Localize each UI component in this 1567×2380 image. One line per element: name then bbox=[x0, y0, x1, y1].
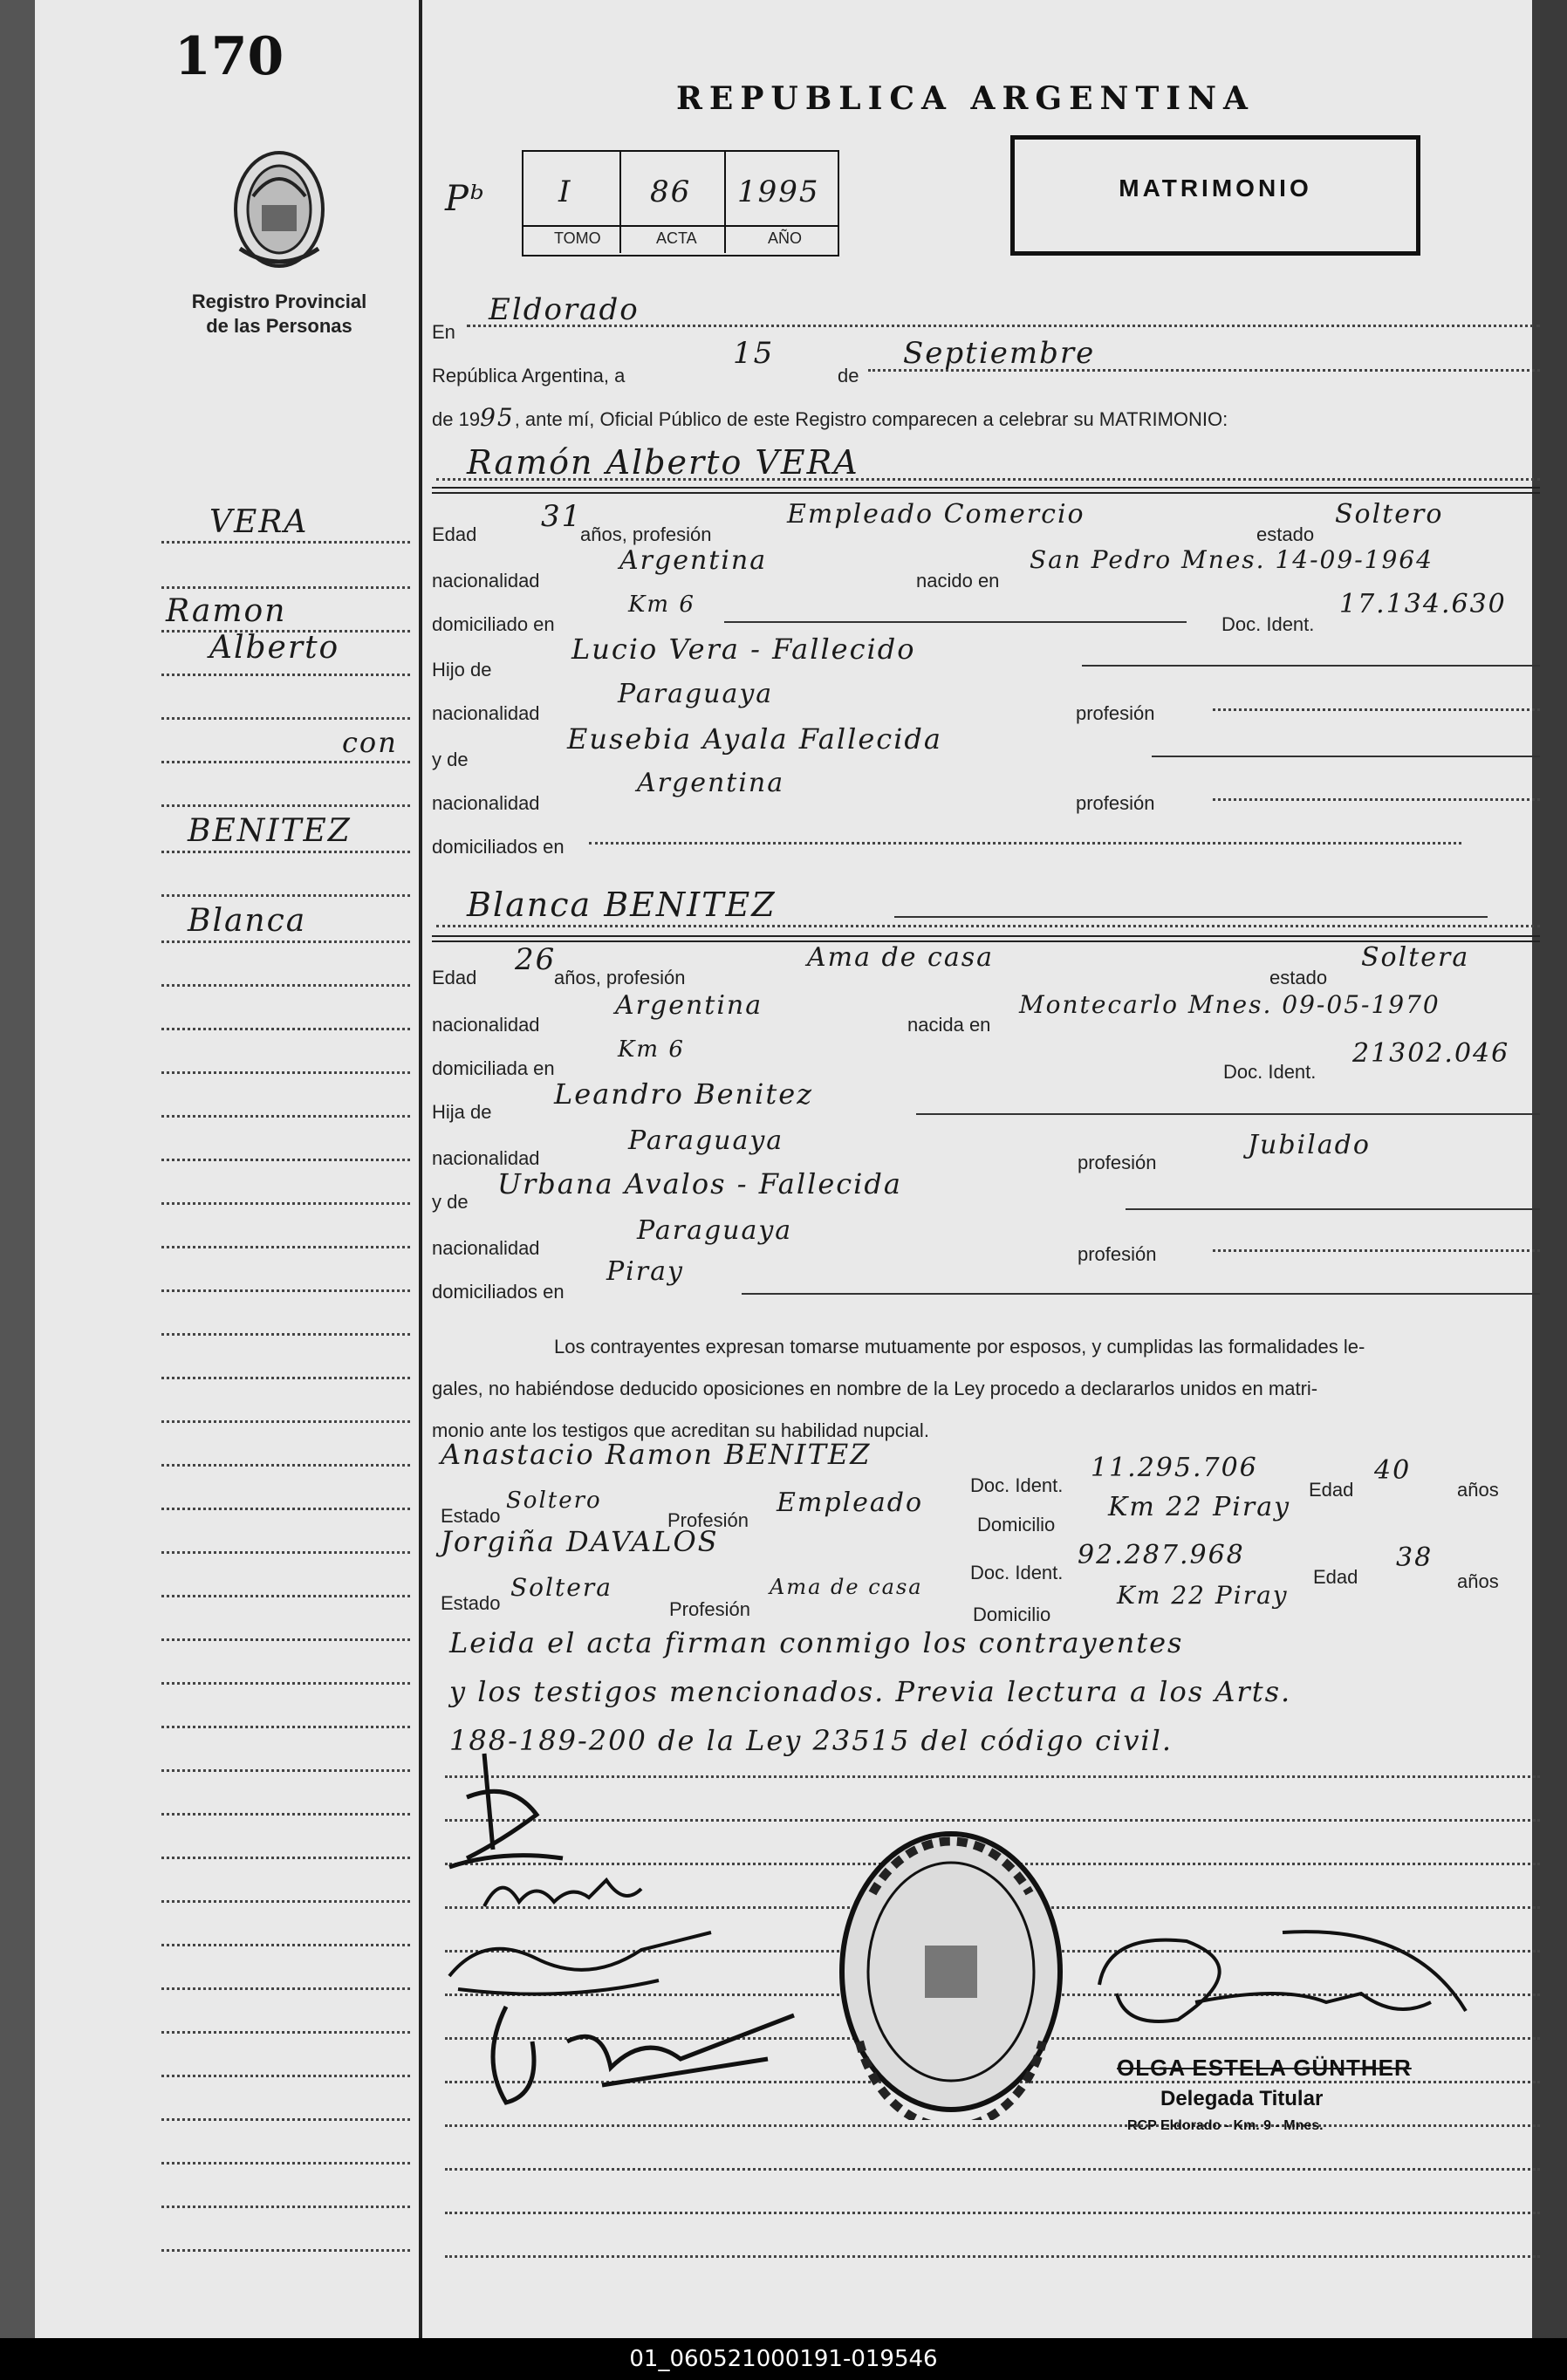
official-office: RCP Eldorado - Km. 9 - Mnes. bbox=[1127, 2118, 1324, 2133]
margin-line bbox=[419, 0, 422, 2338]
margin-name-5: BENITEZ bbox=[188, 813, 352, 849]
right-edge bbox=[1532, 0, 1567, 2338]
intro-text: de 1995, ante mí, Oficial Público de este Registro comparecen a celebrar su MATRIMONIO: bbox=[432, 403, 1228, 432]
tomo-value: I bbox=[558, 174, 572, 209]
official-seal bbox=[820, 1823, 1082, 2120]
declaration-text: Los contrayentes expresan tomarse mutuamente por esposos, y cumplidas las formalidades le- gales, no habiéndose deducido oposiciones en nombre de la Ley procedo a declararlos unidos en matri- monio ante los testigos que acreditan su habilidad nupcial. bbox=[432, 1336, 1365, 1441]
margin-name-2: Ramon bbox=[166, 593, 287, 629]
notes: Leida el acta firman conmigo los contrayentes y los testigos mencionados. Previa lectura a los Arts. 188-189-200 de la Ley 23515 del código civil. bbox=[449, 1626, 1292, 1757]
footer-id: 01_060521000191-019546 bbox=[0, 2338, 1567, 2380]
tomo-label: TOMO bbox=[554, 229, 601, 247]
margin-name-4: con bbox=[342, 726, 398, 759]
official-name: OLGA ESTELA GÜNTHER bbox=[1117, 2055, 1412, 2081]
coat-of-arms-icon bbox=[227, 144, 332, 275]
day-value: 15 bbox=[733, 336, 775, 371]
signature-groom bbox=[432, 1745, 589, 1876]
ano-label: AÑO bbox=[768, 229, 803, 247]
place-value: Eldorado bbox=[489, 292, 640, 327]
official-title: Delegada Titular bbox=[1160, 2087, 1324, 2110]
margin-name-6: Blanca bbox=[188, 903, 307, 939]
margin-name-3: Alberto bbox=[209, 630, 340, 666]
registry-office-label: Registro Provincial de las Personas bbox=[191, 291, 367, 337]
margin-name-1: VERA bbox=[209, 504, 309, 540]
certificate-page: 170 Registro Provincial de las Personas REPUBLICA ARGENTINA Pᵇ I 86 1995 TOMO ACTA AÑO MATRIMONIO En Eldorado República Argentina, a 15 de Septiembre de 1995, ante mí, Oficial Público de este Registro comparecen a celebrar su MATRIMONIO: Ramón Alberto VERA Edad 31 años, profesión Empleado Comercio estado Soltero nacionalidad Argentina nacido en San Pedro Mnes. 14-09-1964 domiciliado en Km 6 Doc. Ident. 17.134.630 Hijo de Lucio Vera - Fallecido nacionalidad Paraguaya profesión y de Eusebia Ayala Fallecida nacionalidad Argentina profesión domiciliados en Blanca BENITEZ Edad 26 años, profesión Ama de casa estado Soltera nacionalidad Argentina nacida en Montecarlo Mnes. 09-05-1970 domiciliada en Km 6 Doc. Ident. 21302.046 Hija de Leandro Benitez nacionalidad Paraguaya profesión Jubilado y de Urbana Avalos - Fallecida nacionalidad Paraguaya profesión domiciliados en Piray Los contrayentes expresan tomarse mutuamente por esposos, y cumplidas las formalidades le- gales, no habiéndose deducido oposiciones en nombre de la Ley procedo a declararlos unidos en matri- monio ante los testigos que acreditan su habilidad nupcial. Anastacio Ramon BENITEZ Doc. Ident. 11.295.706 Edad 40 años Estado Soltero Profesión Empleado Domicilio Km 22 Piray Jorgiña DAVALOS Doc. Ident. 92.287.968 Edad 38 años Estado Soltera Profesión Ama de casa Domicilio Km 22 Piray Leida el acta firman conmigo los contrayentes y los testigos mencionados. Previa lectura a los Arts. 188-189-200 de la Ley 23515 del código civil. OLGA ESTELA GÜNTHER Delegada Titular RCP Eldorado - Km. 9 - Mnes. VERA Ramon Alberto con BENITEZ Blanca bbox=[35, 0, 1532, 2338]
country-title: REPUBLICA ARGENTINA bbox=[676, 80, 1255, 117]
witness2-name: Jorgiña DAVALOS bbox=[441, 1525, 719, 1558]
acta-value: 86 bbox=[650, 174, 692, 209]
ano-value: 1995 bbox=[737, 174, 820, 209]
doc-type: MATRIMONIO bbox=[1119, 174, 1312, 202]
witness1-name: Anastacio Ramon BENITEZ bbox=[441, 1438, 872, 1471]
bride-name: Blanca BENITEZ bbox=[467, 886, 777, 924]
signature-official bbox=[1064, 1915, 1518, 2046]
binding-edge bbox=[0, 0, 35, 2338]
groom-name: Ramón Alberto VERA bbox=[467, 443, 859, 482]
ref-prefix: Pᵇ bbox=[445, 179, 486, 219]
month-value: Septiembre bbox=[903, 336, 1096, 371]
signature-witness2 bbox=[471, 1989, 820, 2120]
page-number: 170 bbox=[174, 26, 284, 87]
acta-label: ACTA bbox=[656, 229, 697, 247]
